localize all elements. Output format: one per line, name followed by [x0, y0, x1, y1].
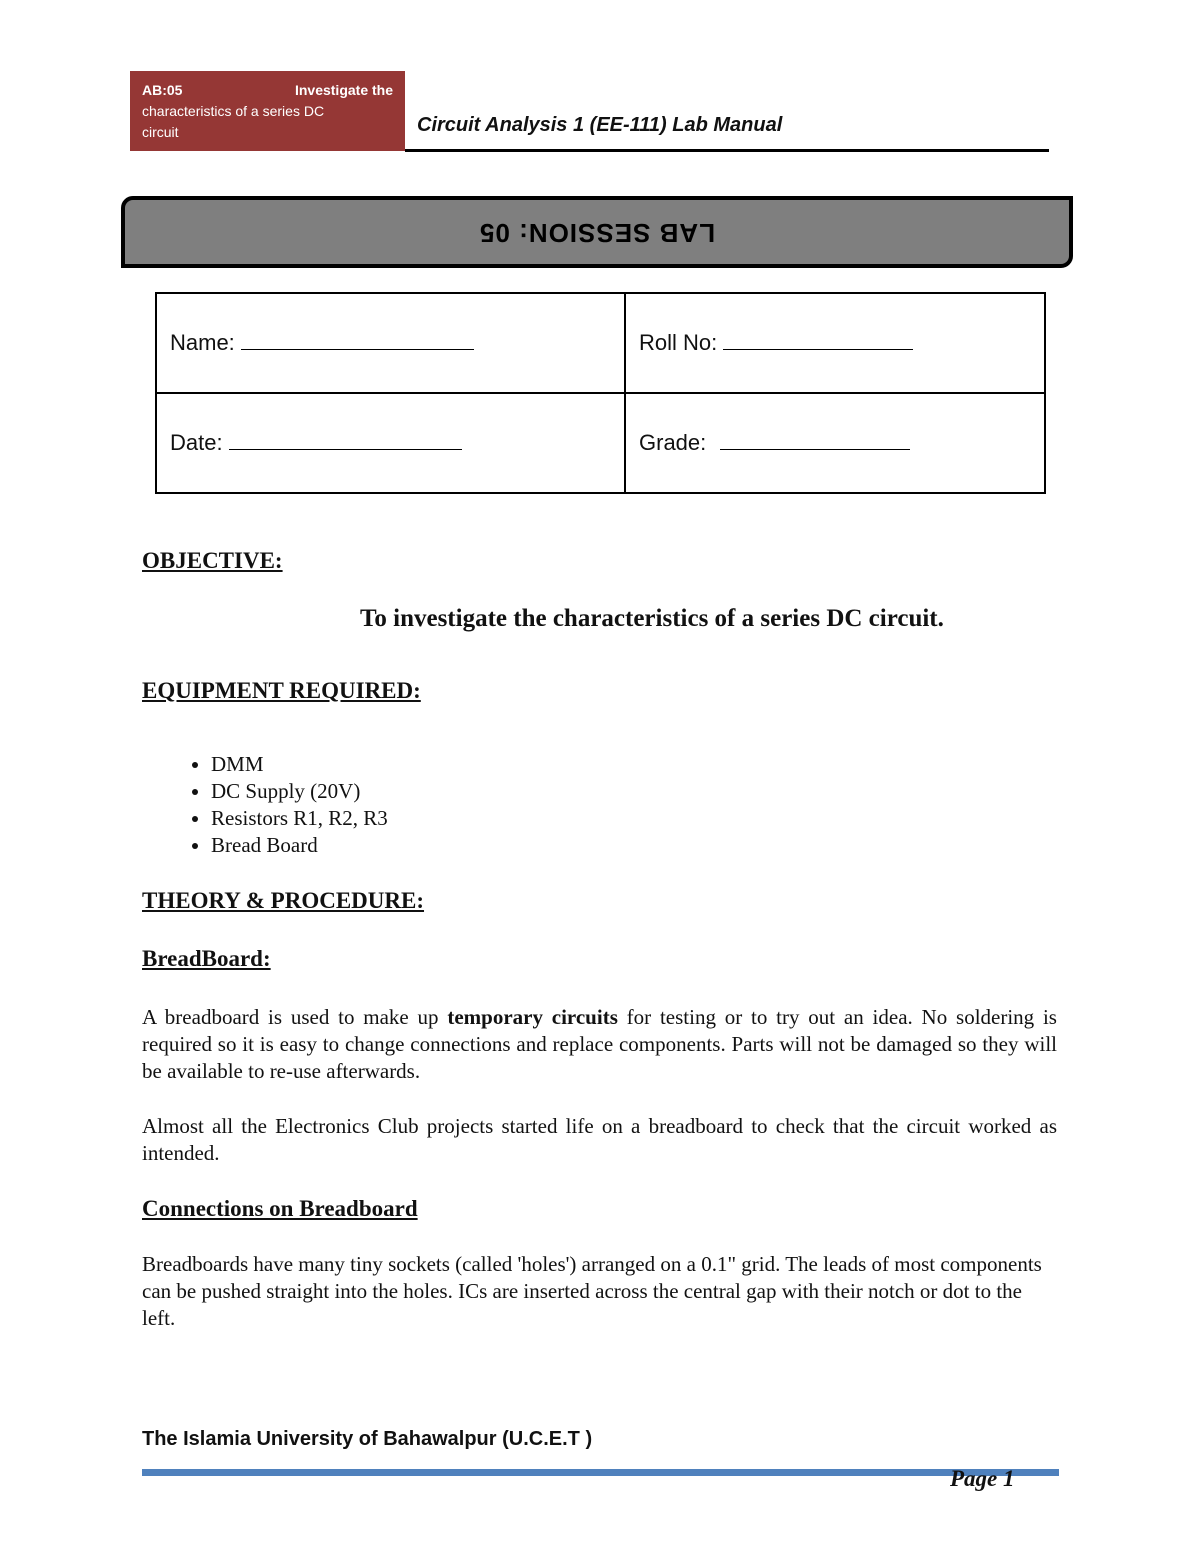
footer-rule — [142, 1469, 1059, 1476]
lab-title-tag — [130, 71, 405, 151]
footer-university: The Islamia University of Bahawalpur (U.C.E.T ) — [142, 1428, 593, 1450]
para1-end: for testing or to try out an idea. No soldering is required so it is easy to change connections and replace components. Parts will not be damaged so they will be available to re-use afterwards. — [142, 1005, 1057, 1083]
date-cell — [156, 393, 625, 493]
lab-title-part1: Investigate the — [294, 82, 393, 98]
lab-code: AB:05 — [142, 82, 183, 98]
breadboard-heading: BreadBoard: — [142, 946, 271, 971]
roll-label: Roll No: — [639, 330, 718, 355]
date-blank-line — [229, 431, 462, 450]
theory-heading: THEORY & PROCEDURE: — [142, 888, 425, 913]
name-cell — [156, 293, 625, 393]
para1-start: A breadboard is used to make up — [142, 1005, 448, 1029]
connections-paragraph: Breadboards have many tiny sockets (called 'holes') arranged on a 0.1" grid. The leads of most components can be pushed straight into the holes. ICs are inserted across the central gap with their notch or dot to the left. — [142, 1252, 1042, 1330]
list-item: • DMM — [211, 751, 388, 778]
equipment-list — [142, 751, 388, 859]
roll-cell — [625, 293, 1045, 393]
grade-blank-line — [720, 431, 910, 450]
name-label: Name: — [170, 330, 235, 355]
lab-title-part3: circuit — [142, 124, 179, 140]
table-row — [156, 393, 1045, 493]
student-info-table — [155, 292, 1046, 494]
para1-bold: temporary circuits — [447, 1005, 618, 1029]
equipment-heading: EQUIPMENT REQUIRED: — [142, 678, 421, 703]
roll-blank-line — [723, 331, 913, 350]
objective-text: To investigate the characteristics of a series DC circuit. — [360, 605, 944, 632]
session-banner-text: LAB SESSION: 05 — [478, 217, 716, 248]
name-blank-line — [241, 331, 474, 350]
breadboard-paragraph-2: Almost all the Electronics Club projects started life on a breadboard to check that the circuit worked as intended. — [142, 1114, 1057, 1165]
list-item: • DC Supply (20V) — [211, 778, 388, 805]
connections-heading: Connections on Breadboard — [142, 1196, 418, 1221]
manual-title: Circuit Analysis 1 (EE-111) Lab Manual — [417, 114, 783, 136]
header-rule — [405, 149, 1049, 152]
grade-label: Grade: — [639, 430, 707, 455]
session-banner — [121, 196, 1073, 268]
lab-title-part2: characteristics of a series DC — [142, 103, 325, 119]
date-label: Date: — [170, 430, 223, 455]
page-number: Page 1 — [950, 1466, 1015, 1491]
breadboard-paragraph-1 — [142, 1004, 1057, 1085]
objective-heading: OBJECTIVE: — [142, 548, 283, 573]
grade-cell — [625, 393, 1045, 493]
list-item: • Bread Board — [211, 832, 388, 859]
list-item: • Resistors R1, R2, R3 — [211, 805, 388, 832]
table-row — [156, 293, 1045, 393]
